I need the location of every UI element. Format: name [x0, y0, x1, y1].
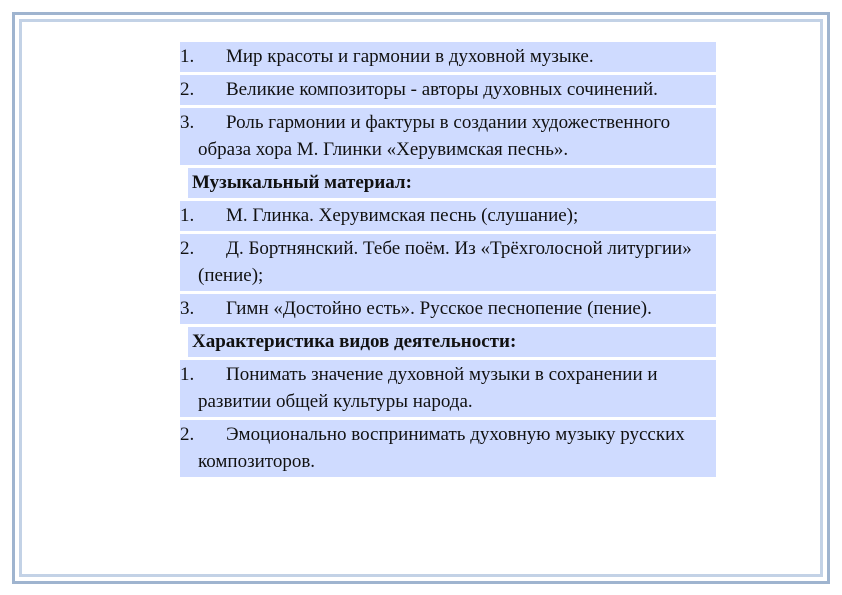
item-number: 2.	[180, 424, 195, 445]
item-number: 1.	[180, 46, 195, 67]
list-item	[180, 75, 716, 105]
item-text: Понимать значение духовной музыки в сохранении и развитии общей культуры народа.	[198, 364, 658, 412]
item-text: Д. Бортнянский. Тебе поём. Из «Трёхголосной литургии» (пение);	[198, 238, 692, 286]
item-text: Великие композиторы - авторы духовных сочинений.	[226, 79, 658, 100]
section-heading-row	[180, 168, 716, 198]
item-text: Эмоционально воспринимать духовную музыку русских композиторов.	[198, 424, 685, 472]
section-heading-row	[180, 327, 716, 357]
section-heading-material: Музыкальный материал:	[188, 168, 716, 198]
item-text: Роль гармонии и фактуры в создании художественного образа хора М. Глинки «Херувимская песнь».	[198, 112, 671, 160]
item-number: 3.	[180, 298, 195, 319]
list-item	[180, 234, 716, 291]
list-item	[180, 108, 716, 165]
item-number: 2.	[180, 238, 195, 259]
item-text: М. Глинка. Херувимская песнь (слушание);	[226, 205, 579, 226]
section-heading-activities: Характеристика видов деятельности:	[188, 327, 716, 357]
item-text: Мир красоты и гармонии в духовной музыке.	[226, 46, 594, 67]
item-text: Гимн «Достойно есть». Русское песнопение (пение).	[226, 298, 652, 319]
list-item	[180, 201, 716, 231]
item-number: 3.	[180, 112, 195, 133]
list-item	[180, 294, 716, 324]
list-item	[180, 420, 716, 477]
item-number: 2.	[180, 79, 195, 100]
lesson-content	[180, 42, 716, 480]
item-number: 1.	[180, 364, 195, 385]
list-item	[180, 42, 716, 72]
list-item	[180, 360, 716, 417]
item-number: 1.	[180, 205, 195, 226]
